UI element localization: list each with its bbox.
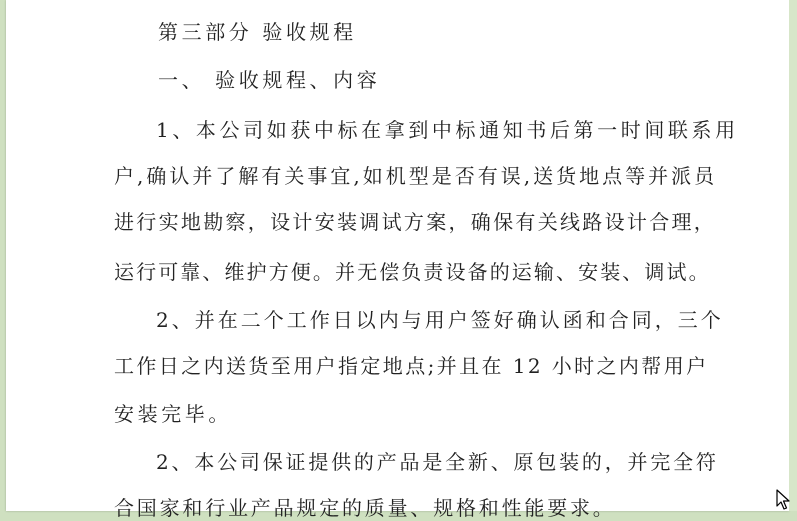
paragraph-3-line-1: 2、本公司保证提供的产品是全新、原包装的，并完全符 — [156, 450, 719, 474]
section-title: 一、 验收规程、内容 — [158, 68, 381, 92]
paragraph-3-line-2: 合国家和行业产品规定的质量、规格和性能要求。 — [114, 496, 616, 520]
paragraph-2-line-1: 2、并在二个工作日以内与用户签好确认函和合同，三个 — [156, 308, 724, 332]
paragraph-1-line-1: 1、本公司如获中标在拿到中标通知书后第一时间联系用 — [156, 118, 739, 142]
paragraph-1-line-4: 运行可靠、维护方便。并无偿负责设备的运输、安装、调试。 — [114, 260, 711, 284]
document-page — [6, 0, 789, 520]
paragraph-2-line-3: 安装完毕。 — [114, 402, 232, 426]
window-edge — [789, 0, 797, 511]
paragraph-1-line-3: 进行实地勘察，设计安装调试方案，确保有关线路设计合理， — [114, 210, 717, 234]
mouse-pointer-icon — [776, 489, 790, 511]
part-heading: 第三部分 验收规程 — [158, 20, 357, 44]
paragraph-2-line-2: 工作日之内送货至用户指定地点;并且在 12 小时之内帮用户 — [114, 354, 709, 378]
paragraph-1-line-2: 户,确认并了解有关事宜,如机型是否有误,送货地点等并派员 — [114, 164, 718, 188]
